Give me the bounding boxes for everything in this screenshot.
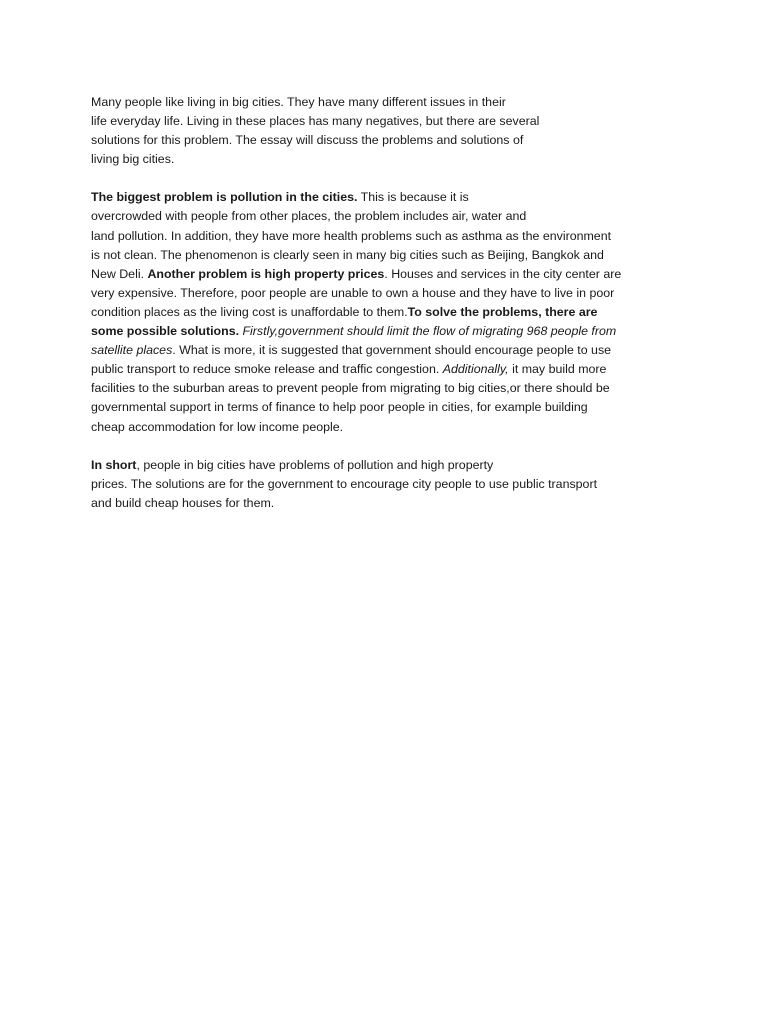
bold-text: In short [91,457,137,472]
text-run: and build cheap houses for them. [91,495,275,510]
text-run: land pollution. In addition, they have more health problems such as asthma as the environment [91,228,612,243]
italic-text: satellite places [91,343,173,358]
text-run: New Deli. [91,266,148,281]
bold-text: some possible solutions. [91,324,240,339]
text-line [91,379,691,398]
text-run: prices. The solutions are for the government to encourage city people to use public transport [91,476,598,491]
text-run: , people in big cities have problems of pollution and high property [136,457,494,472]
text-run: cheap accommodation for low income people. [91,419,344,434]
text-line [91,265,691,284]
italic-text: Firstly,government should limit the flow of migrating 968 people from [242,324,617,339]
text-line [91,360,691,379]
text-line [91,418,691,437]
text-run: it may build more [508,362,607,377]
bold-text: To solve the problems, there are [407,304,598,319]
text-run: . Houses and services in the city center are [384,266,622,281]
italic-text: Additionally, [442,362,509,377]
text-run: very expensive. Therefore, poor people are unable to own a house and they have to live in poor [91,285,615,300]
text-run: . What is more, it is suggested that government should encourage people to use [172,343,612,358]
bold-text: Another problem is high property prices [147,266,385,281]
text-run: solutions for this problem. The essay will discuss the problems and solutions of [91,133,524,148]
text-run: condition places as the living cost is unaffordable to them. [91,304,408,319]
paragraph [91,188,691,436]
text-run: public transport to reduce smoke release and traffic congestion. [91,362,443,377]
text-run: governmental support in terms of finance to help poor people in cities, for example building [91,400,588,415]
text-line [91,112,691,131]
text-run: overcrowded with people from other places, the problem includes air, water and [91,209,527,224]
text-line [91,131,691,150]
text-line [91,303,691,322]
text-line [91,284,691,303]
paragraph [91,456,691,513]
text-line [91,494,691,513]
text-run: Many people like living in big cities. They have many different issues in their [91,95,506,109]
text-run: This is because it is [357,190,469,205]
text-line [91,322,691,341]
text-line [91,246,691,265]
bold-text: The biggest problem is pollution in the cities. [91,190,358,205]
document-body [91,93,691,532]
text-line [91,150,691,169]
text-line [91,93,691,112]
text-line [91,341,691,360]
text-line [91,227,691,246]
text-run: facilities to the suburban areas to prevent people from migrating to big cities,or there should be [91,381,610,396]
text-line [91,398,691,417]
text-run: is not clean. The phenomenon is clearly seen in many big cities such as Beijing, Bangkok and [91,247,604,262]
paragraph [91,93,691,169]
text-line [91,207,691,226]
text-run: living big cities. [91,152,175,167]
text-line [91,188,691,207]
text-line [91,456,691,475]
text-line [91,475,691,494]
text-run: life everyday life. Living in these places has many negatives, but there are several [91,114,540,129]
